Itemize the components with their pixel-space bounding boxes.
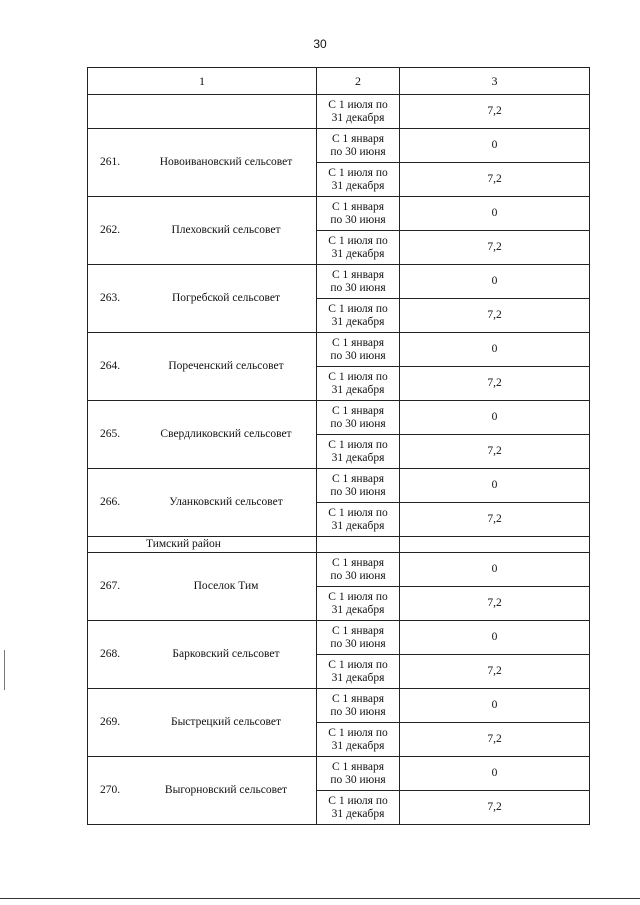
empty-cell [400, 537, 590, 553]
period-line-1: С 1 января [331, 404, 385, 417]
table-row [88, 265, 590, 299]
table-row [88, 401, 590, 435]
period-line-1: С 1 января [331, 624, 385, 637]
period-cell [317, 503, 400, 537]
municipality-name: Новоивановский сельсовет [159, 155, 293, 168]
period-line-1: С 1 января [331, 556, 385, 569]
period-cell [317, 163, 400, 197]
rate-value: 7,2 [400, 655, 590, 689]
municipality-name: Выгорновский сельсовет [164, 783, 288, 796]
district-row [88, 537, 590, 553]
period-line-1: С 1 июля по [328, 590, 388, 603]
period-cell [317, 435, 400, 469]
period-line-2: по 30 июня [330, 145, 386, 158]
table-row [88, 689, 590, 723]
period-cell [317, 129, 400, 163]
period-line-2: 31 декабря [331, 451, 385, 464]
header-row [88, 68, 590, 95]
table-row [88, 621, 590, 655]
row-number: 267. [100, 579, 121, 592]
period-line-1: С 1 июля по [328, 506, 388, 519]
period-line-1: С 1 июля по [328, 98, 388, 111]
row-number: 266. [100, 495, 121, 508]
period-cell [317, 401, 400, 435]
rate-value: 7,2 [400, 791, 590, 825]
period-cell [317, 553, 400, 587]
period-line-1: С 1 июля по [328, 302, 388, 315]
municipality-cell [88, 401, 317, 469]
period-cell [317, 723, 400, 757]
period-line-1: С 1 июля по [328, 234, 388, 247]
period-line-1: С 1 января [331, 472, 385, 485]
row-number: 262. [100, 223, 121, 236]
period-cell [317, 655, 400, 689]
period-line-1: С 1 января [331, 132, 385, 145]
period-cell [317, 299, 400, 333]
row-number: 264. [100, 359, 121, 372]
rate-value: 0 [400, 621, 590, 655]
period-line-1: С 1 июля по [328, 726, 388, 739]
municipality-name: Поселок Тим [193, 579, 259, 592]
municipality-name: Плеховский сельсовет [171, 223, 281, 236]
header-col-1: 1 [88, 68, 317, 95]
table-row [88, 757, 590, 791]
period-line-2: 31 декабря [331, 603, 385, 616]
period-line-2: по 30 июня [330, 705, 386, 718]
municipality-name: Уланковский сельсовет [169, 495, 283, 508]
period-line-2: по 30 июня [330, 349, 386, 362]
period-line-1: С 1 июля по [328, 166, 388, 179]
period-line-1: С 1 января [331, 692, 385, 705]
period-line-2: 31 декабря [331, 519, 385, 532]
tariff-table [87, 67, 590, 825]
continuation-row [88, 95, 590, 129]
district-name: Тимский район [88, 537, 317, 553]
period-line-2: по 30 июня [330, 637, 386, 650]
municipality-cell [88, 333, 317, 401]
municipality-name: Быстрецкий сельсовет [170, 715, 282, 728]
period-cell [317, 231, 400, 265]
rate-value: 0 [400, 401, 590, 435]
table-row [88, 553, 590, 587]
row-number: 265. [100, 427, 121, 440]
rate-value: 0 [400, 265, 590, 299]
period-cell [317, 791, 400, 825]
municipality-cell [88, 197, 317, 265]
table-row [88, 197, 590, 231]
municipality-cell [88, 265, 317, 333]
empty-cell [317, 537, 400, 553]
period-line-1: С 1 июля по [328, 370, 388, 383]
period-line-2: 31 декабря [331, 739, 385, 752]
rate-value: 7,2 [400, 503, 590, 537]
municipality-cell [88, 553, 317, 621]
rate-value: 7,2 [400, 299, 590, 333]
period-line-2: по 30 июня [330, 417, 386, 430]
period-line-2: 31 декабря [331, 383, 385, 396]
table-row [88, 469, 590, 503]
header-col-3: 3 [400, 68, 590, 95]
period-line-2: по 30 июня [330, 773, 386, 786]
rate-value: 0 [400, 333, 590, 367]
municipality-name: Барковский сельсовет [172, 647, 280, 660]
period-line-2: 31 декабря [331, 807, 385, 820]
period-line-2: 31 декабря [331, 111, 385, 124]
period-cell [317, 757, 400, 791]
rate-value: 7,2 [400, 231, 590, 265]
rate-value: 7,2 [400, 435, 590, 469]
rate-value: 0 [400, 197, 590, 231]
period-cell [317, 333, 400, 367]
municipality-cell [88, 621, 317, 689]
rate-value: 0 [400, 129, 590, 163]
period-cell [317, 95, 400, 129]
municipality-name: Погребской сельсовет [171, 291, 281, 304]
municipality-cell [88, 469, 317, 537]
rate-value: 0 [400, 689, 590, 723]
row-number: 268. [100, 647, 121, 660]
row-number: 270. [100, 783, 121, 796]
table-row [88, 129, 590, 163]
empty-name-cell [88, 95, 317, 129]
period-cell [317, 587, 400, 621]
municipality-name: Свердликовский сельсовет [160, 427, 292, 440]
period-line-1: С 1 июля по [328, 794, 388, 807]
page-bottom-line [0, 898, 640, 899]
rate-value: 7,2 [400, 367, 590, 401]
rate-value: 7,2 [400, 163, 590, 197]
municipality-name: Пореченский сельсовет [168, 359, 284, 372]
period-line-2: по 30 июня [330, 485, 386, 498]
table-row [88, 333, 590, 367]
period-line-1: С 1 января [331, 268, 385, 281]
header-col-2: 2 [317, 68, 400, 95]
period-line-1: С 1 июля по [328, 438, 388, 451]
rate-value: 7,2 [400, 95, 590, 129]
row-number: 263. [100, 291, 121, 304]
period-line-2: по 30 июня [330, 281, 386, 294]
period-line-2: 31 декабря [331, 315, 385, 328]
period-line-2: по 30 июня [330, 213, 386, 226]
municipality-cell [88, 757, 317, 825]
rate-value: 0 [400, 469, 590, 503]
page-number: 30 [313, 37, 327, 51]
period-cell [317, 469, 400, 503]
row-number: 261. [100, 155, 121, 168]
period-cell [317, 265, 400, 299]
period-cell [317, 689, 400, 723]
rate-value: 0 [400, 757, 590, 791]
period-line-2: 31 декабря [331, 671, 385, 684]
period-line-2: 31 декабря [331, 247, 385, 260]
row-number: 269. [100, 715, 121, 728]
period-line-1: С 1 января [331, 336, 385, 349]
period-line-1: С 1 июля по [328, 658, 388, 671]
rate-value: 7,2 [400, 723, 590, 757]
period-cell [317, 621, 400, 655]
margin-mark [4, 650, 5, 690]
rate-value: 7,2 [400, 587, 590, 621]
period-line-1: С 1 января [331, 760, 385, 773]
period-cell [317, 367, 400, 401]
municipality-cell [88, 129, 317, 197]
period-line-1: С 1 января [331, 200, 385, 213]
rate-value: 0 [400, 553, 590, 587]
period-cell [317, 197, 400, 231]
period-line-2: 31 декабря [331, 179, 385, 192]
municipality-cell [88, 689, 317, 757]
period-line-2: по 30 июня [330, 569, 386, 582]
